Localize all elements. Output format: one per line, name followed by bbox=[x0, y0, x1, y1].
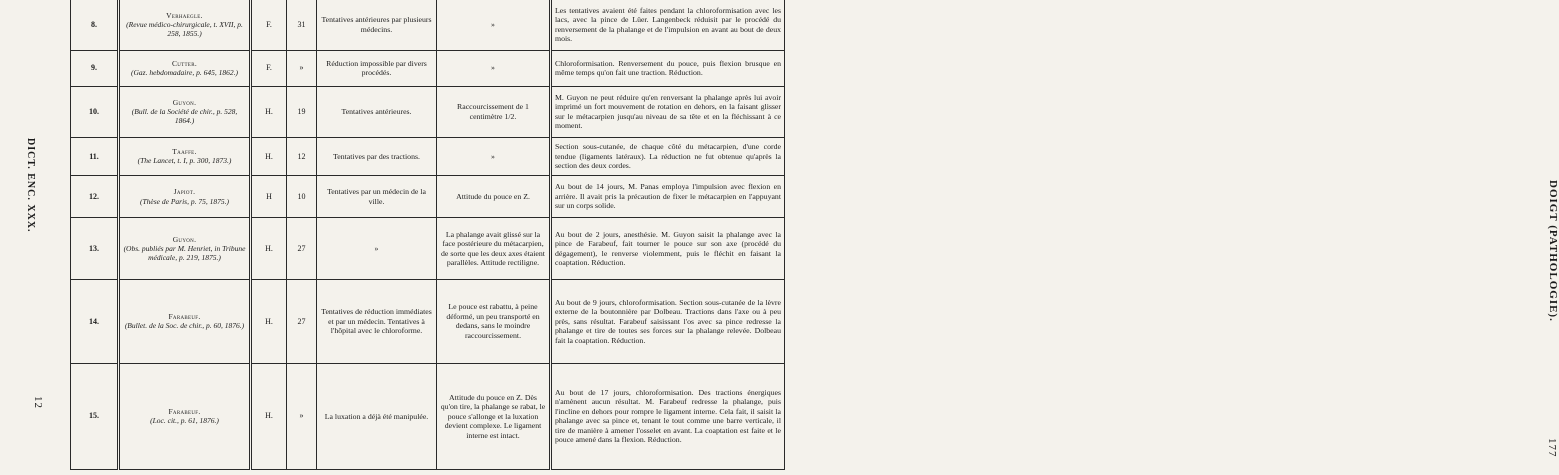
table-row bbox=[71, 0, 785, 50]
lesion-description: » bbox=[437, 137, 551, 175]
left-margin bbox=[0, 0, 68, 475]
patient-sex: F. bbox=[251, 0, 287, 50]
treatment-result: Au bout de 2 jours, anesthésie. M. Guyon saisit la phalange avec la pince de Farabeuf, fait tourner le pouce sur son axe (procédé du dégagement), le renverse violemment, puis le fléchit en faisant la coaptation. Réduction. bbox=[551, 218, 785, 280]
treatment-result: Les tentatives avaient été faites pendant la chloroformisation avec les lacs, avec la pince de Lüer. Langenbeck réduisit par le procédé du renversement de la phalange et de l'impulsion en avant au bout de deux mois. bbox=[551, 0, 785, 50]
case-source bbox=[119, 176, 251, 218]
case-source bbox=[119, 0, 251, 50]
treatment-result: Au bout de 14 jours, M. Panas employa l'impulsion avec flexion en arrière. Il avait pris la précaution de fixer le métacarpien en l'appuyant sur un corps solide. bbox=[551, 176, 785, 218]
patient-age: 19 bbox=[287, 86, 317, 137]
source-reference: (Gaz. hebdomadaire, p. 645, 1862.) bbox=[130, 68, 238, 78]
patient-sex: H. bbox=[251, 218, 287, 280]
patient-age: 31 bbox=[287, 0, 317, 50]
patient-sex: F. bbox=[251, 50, 287, 86]
lesion-description: » bbox=[437, 0, 551, 50]
lesion-description: Attitude du pouce en Z. bbox=[437, 176, 551, 218]
lesion-description: Attitude du pouce en Z. Dès qu'on tire, la phalange se rabat, le pouce s'allonge et la luxation devient complexe. Le ligament interne est intact. bbox=[437, 363, 551, 469]
prior-attempts: Réduction impossible par divers procédés. bbox=[317, 50, 437, 86]
source-author: Verhaegle. bbox=[166, 11, 203, 21]
source-author: Taaffe. bbox=[172, 147, 197, 157]
case-number: 9. bbox=[71, 50, 119, 86]
patient-sex: H. bbox=[251, 137, 287, 175]
case-source bbox=[119, 280, 251, 363]
source-author: Farabeuf. bbox=[168, 407, 201, 417]
case-source bbox=[119, 50, 251, 86]
patient-sex: H. bbox=[251, 86, 287, 137]
source-author: Farabeuf. bbox=[168, 312, 201, 322]
treatment-result: Au bout de 17 jours, chloroformisation. Des tractions énergiques n'amènent aucun résultat. M. Farabeuf redresse la phalange, puis l'incline en dehors pour rompre le ligament interne. Cela fait, il saisit la phalange avec sa pince et, tenant le tout comme une barre verticale, il tire de manière à amener l'osselet en avant. La coaptation est faite et le pouce amené dans la flexion. Réduction. bbox=[551, 363, 785, 469]
page-number: 177 bbox=[1546, 438, 1558, 458]
lesion-description: Le pouce est rabattu, à peine déformé, un peu transporté en dedans, sans le moindre raccourcissement. bbox=[437, 280, 551, 363]
source-author: Guyon. bbox=[172, 98, 197, 108]
source-author: Guyon. bbox=[172, 235, 197, 245]
patient-sex: H. bbox=[251, 363, 287, 469]
prior-attempts: Tentatives antérieures. bbox=[317, 86, 437, 137]
table-row bbox=[71, 86, 785, 137]
source-reference: (Obs. publiés par M. Henriet, in Tribune médicale, p. 219, 1875.) bbox=[123, 244, 246, 263]
source-author: Japiot. bbox=[173, 187, 196, 197]
table-row bbox=[71, 363, 785, 469]
case-number: 11. bbox=[71, 137, 119, 175]
case-source bbox=[119, 86, 251, 137]
case-number: 13. bbox=[71, 218, 119, 280]
patient-sex: H. bbox=[251, 280, 287, 363]
prior-attempts: Tentatives antérieures par plusieurs médecins. bbox=[317, 0, 437, 50]
prior-attempts: Tentatives de réduction immédiates et par un médecin. Tentatives à l'hôpital avec le chloroforme. bbox=[317, 280, 437, 363]
source-author: Cutter. bbox=[171, 59, 198, 69]
patient-age: 10 bbox=[287, 176, 317, 218]
page-marker-left: 12 bbox=[32, 396, 44, 409]
patient-age: » bbox=[287, 50, 317, 86]
case-source bbox=[119, 137, 251, 175]
patient-age: 27 bbox=[287, 218, 317, 280]
case-number: 15. bbox=[71, 363, 119, 469]
treatment-result: M. Guyon ne peut réduire qu'en renversant la phalange après lui avoir imprimé un fort mouvement de rotation en dehors, en la faisant glisser sur le métacarpien jusqu'au niveau de sa tête et en la fléchissant à ce moment. bbox=[551, 86, 785, 137]
treatment-result: Chloroformisation. Renversement du pouce, puis flexion brusque en même temps qu'on fait une traction. Réduction. bbox=[551, 50, 785, 86]
source-reference: (Bullet. de la Soc. de chir., p. 60, 1876.) bbox=[124, 321, 245, 331]
running-header-right: DOIGT (PATHOLOGIE). bbox=[1547, 180, 1559, 322]
patient-age: 12 bbox=[287, 137, 317, 175]
patient-age: » bbox=[287, 363, 317, 469]
treatment-result: Section sous-cutanée, de chaque côté du métacarpien, d'une corde tendue (ligaments latéraux). La réduction ne fut obtenue qu'après la section des deux cordes. bbox=[551, 137, 785, 175]
patient-sex: H bbox=[251, 176, 287, 218]
source-reference: (Thèse de Paris, p. 75, 1875.) bbox=[140, 196, 229, 206]
patient-age: 27 bbox=[287, 280, 317, 363]
case-source bbox=[119, 363, 251, 469]
table-row bbox=[71, 176, 785, 218]
case-table bbox=[70, 0, 785, 470]
table-row bbox=[71, 50, 785, 86]
source-reference: (Revue médico-chirurgicale, t. XVII, p. 258, 1855.) bbox=[126, 20, 243, 39]
lesion-description: Raccourcissement de 1 centimètre 1/2. bbox=[437, 86, 551, 137]
source-reference: (Loc. cit., p. 61, 1876.) bbox=[150, 416, 219, 426]
lesion-description: » bbox=[437, 50, 551, 86]
table-row bbox=[71, 280, 785, 363]
case-number: 14. bbox=[71, 280, 119, 363]
case-source bbox=[119, 218, 251, 280]
prior-attempts: La luxation a déjà été manipulée. bbox=[317, 363, 437, 469]
right-margin bbox=[772, 0, 1559, 475]
prior-attempts: Tentatives par un médecin de la ville. bbox=[317, 176, 437, 218]
prior-attempts: » bbox=[317, 218, 437, 280]
case-table-body bbox=[71, 0, 785, 470]
source-reference: (Bull. de la Société de chir., p. 528, 1864.) bbox=[131, 107, 238, 126]
case-number: 8. bbox=[71, 0, 119, 50]
case-number: 10. bbox=[71, 86, 119, 137]
table-row bbox=[71, 218, 785, 280]
lesion-description: La phalange avait glissé sur la face postérieure du métacarpien, de sorte que les deux axes étaient parallèles. Attitude rectiligne. bbox=[437, 218, 551, 280]
treatment-result: Au bout de 9 jours, chloroformisation. Section sous-cutanée de la lèvre externe de la boutonnière par Dolbeau. Tractions dans l'axe ou à peu près, sans résultat. Farabeuf saisissant l'os avec sa pince redresse la phalange et tire de toutes ses forces sur la phalange relevée. Dolbeau fait la coaptation. Réduction. bbox=[551, 280, 785, 363]
source-reference: (The Lancet, t. I, p. 300, 1873.) bbox=[137, 156, 232, 166]
running-header-left: DICT. ENC. XXX. bbox=[25, 138, 36, 233]
prior-attempts: Tentatives par des tractions. bbox=[317, 137, 437, 175]
case-number: 12. bbox=[71, 176, 119, 218]
table-row bbox=[71, 137, 785, 175]
